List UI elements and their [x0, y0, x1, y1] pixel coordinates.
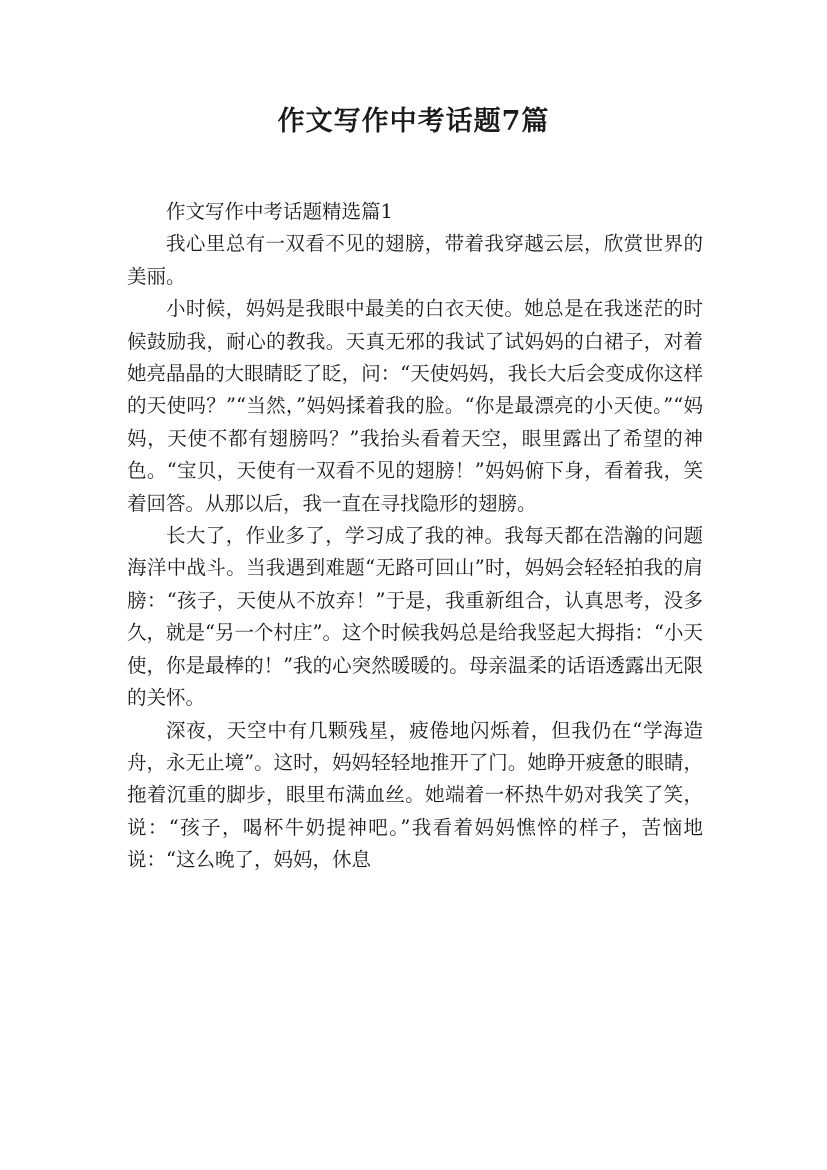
paragraph: 长大了，作业多了，学习成了我的神。我每天都在浩瀚的问题海洋中战斗。当我遇到难题“无路可回山”时，妈妈会轻轻拍我的肩膀：“孩子，天使从不放弃！”于是，我重新组合，认真思考，没多久，就是“另一个村庄”。这个时候我妈总是给我竖起大拇指：“小天使，你是最棒的！”我的心突然暖暖的。母亲温柔的话语透露出无限的关怀。 [127, 524, 703, 710]
paragraph: 小时候，妈妈是我眼中最美的白衣天使。她总是在我迷茫的时候鼓励我，耐心的教我。天真无邪的我试了试妈妈的白裙子，对着她亮晶晶的大眼睛眨了眨，问：“天使妈妈，我长大后会变成你这样的天使吗？”“当然，”妈妈揉着我的脸。“你是最漂亮的小天使。”“妈妈，天使不都有翅膀吗？”我抬头看着天空，眼里露出了希望的神色。“宝贝，天使有一双看不见的翅膀！”妈妈俯下身，看着我，笑着回答。从那以后，我一直在寻找隐形的翅膀。 [127, 297, 703, 515]
section-heading: 作文写作中考话题精选篇1 [166, 200, 393, 223]
document-title: 作文写作中考话题7篇 [277, 106, 550, 137]
paragraph: 深夜，天空中有几颗残星，疲倦地闪烁着，但我仍在“学海造舟，永无止境”。这时，妈妈轻轻地推开了门。她睁开疲惫的眼睛，拖着沉重的脚步，眼里布满血丝。她端着一杯热牛奶对我笑了笑，说：“孩子，喝杯牛奶提神吧。”我看着妈妈憔悴的样子，苦恼地说：“这么晚了，妈妈，休息 [127, 718, 703, 872]
paragraph: 我心里总有一双看不见的翅膀，带着我穿越云层，欣赏世界的美丽。 [127, 232, 703, 288]
document-body [127, 196, 703, 877]
